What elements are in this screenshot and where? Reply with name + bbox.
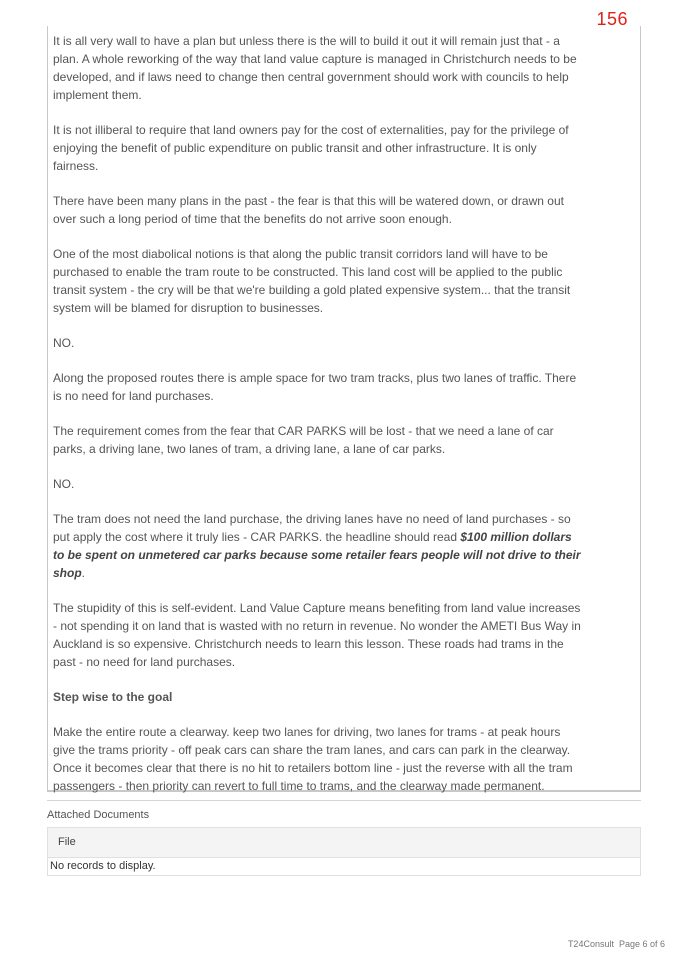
- page-number: 156: [596, 9, 628, 29]
- no-records-message: No records to display.: [50, 860, 156, 872]
- page-footer: T24Consult Page 6 of 6: [567, 939, 665, 949]
- attached-documents-label: Attached Documents: [47, 809, 150, 821]
- tram-paragraph-tail: .: [81, 566, 86, 580]
- tram-paragraph-lead: The tram does not need the land purchase, the driving lanes have no need of land purchases - so put apply the cost where it truly lies - CAR PARKS. the headline should read: [53, 512, 571, 544]
- submission-text: [53, 32, 581, 812]
- paragraph: It is not illiberal to require that land owners pay for the cost of externalities, pay for the privilege of enjoying the benefit of public expenditure on public transit and other infrastructure. It is only fairness.: [53, 123, 569, 173]
- section-heading: Step wise to the goal: [53, 690, 173, 704]
- stupidity-paragraph: The stupidity of this is self-evident. Land Value Capture means benefiting from land value increases - not spending it on land that is wasted with no return in revenue. No wonder the AMETI Bus Way in Auckland is so expensive. Christchurch needs to learn this lesson. These roads had trams in the past - no need for land purchases.: [53, 601, 581, 669]
- paragraph: It is all very wall to have a plan but unless there is the will to build it out it will remain just that - a plan. A whole reworking of the way that land value capture is managed in Christchurch needs to be developed, and if laws need to change then central government should work with councils to help implement them.: [53, 34, 577, 102]
- paragraph: The requirement comes from the fear that CAR PARKS will be lost - that we need a lane of car parks, a driving lane, two lanes of tram, a driving lane, a lane of car parks.: [53, 424, 554, 456]
- attachments-table: [47, 827, 641, 876]
- paragraph: Along the proposed routes there is ample space for two tram tracks, plus two lanes of traffic. There is no need for land purchases.: [53, 371, 577, 403]
- final-paragraph: Make the entire route a clearway. keep two lanes for driving, two lanes for trams - at peak hours give the trams priority - off peak cars can share the tram lanes, and cars can park in the clearway. Once it becomes clear that there is no hit to retailers bottom line - just the reverse with all the tram passengers - then priority can revert to full time to trams, and the clearway made permanent.: [53, 725, 573, 793]
- paragraph: One of the most diabolical notions is that along the public transit corridors land will have to be purchased to enable the tram route to be constructed. This land cost will be applied to the public transit system - the cry will be that we're building a gold plated expensive system... that the transit system will be blamed for disruption to businesses.: [53, 247, 571, 315]
- tram-paragraph: [53, 510, 581, 582]
- paragraph: There have been many plans in the past - the fear is that this will be watered down, or drawn out over such a long period of time that the benefits do not arrive soon enough.: [53, 194, 564, 226]
- section-divider: [47, 800, 641, 801]
- tram-paragraph-headline: $100 million dollars to be spent on unmetered car parks because some retailer fears people will not drive to their shop: [53, 530, 581, 580]
- paragraph: NO.: [53, 477, 75, 491]
- paragraph: NO.: [53, 336, 75, 350]
- file-column-header[interactable]: File: [48, 828, 640, 858]
